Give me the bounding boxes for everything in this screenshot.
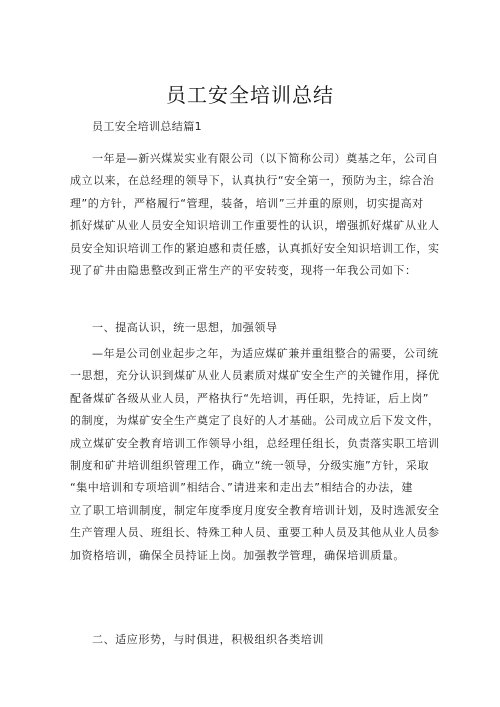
paragraph-line: 成立以来，在总经理的领导下，认真执行“安全第一，预防为主，综合治 [70, 174, 435, 188]
paragraph-line: 立了职工培训制度，制定年度季度月度安全教育培训计划，及时选派安全 [70, 503, 440, 517]
section-heading-2: 二、适应形势，与时俱进，积极组织各类培训 [92, 633, 324, 646]
paragraph-line: 的制度，为煤矿安全生产奠定了良好的人才基础。公司成立后下发文件， [70, 414, 440, 428]
paragraph-line: 抓好煤矿从业人员安全知识培训工作重要性的认识，增强抓好煤矿从业人 [70, 219, 440, 233]
paragraph-line: 现了矿井由隐患整改到正常生产的平安转变，现将一年我公司如下： [70, 264, 417, 278]
paragraph-line: “集中培训和专项培训”相结合、”请进来和走出去”相结合的办法，建 [70, 481, 413, 495]
paragraph-1 [70, 148, 440, 282]
paragraph-line: 生产管理人员、班组长、特殊工种人员、重要工种人员及其他从业人员参 [70, 526, 440, 540]
paragraph-line: 成立煤矿安全教育培训工作领导小组，总经理任组长，负责落实职工培训 [70, 436, 440, 450]
paragraph-line: 加资格培训，确保全员持证上岗。加强教学管理，确保培训质量。 [70, 548, 405, 562]
paragraph-2 [70, 343, 440, 567]
paragraph-line: —年是公司创业起步之年，为适应煤矿兼并重组整合的需要，公司统 [92, 347, 439, 360]
paragraph-line: 配备煤矿各级从业人员，严格执行“先培训，再任职，先持证，后上岗” [70, 391, 429, 405]
paragraph-line: 一年是—新兴煤炭实业有限公司（以下简称公司）奠基之年，公司自 [92, 152, 439, 165]
paragraph-line: 制度和矿井培训组织管理工作，确立“统一领导，分级实施”方针，采取 [70, 459, 429, 473]
section-heading-1: 一、提高认识，统一思想，加强领导 [92, 321, 278, 334]
document-title: 员工安全培训总结 [166, 83, 334, 107]
paragraph-line: 一思想，充分认识到煤矿从业人员素质对煤矿安全生产的关键作用，择优 [70, 369, 440, 383]
paragraph-line: 理”的方针，严格履行“管理，装备，培训”三并重的原则，切实提高对 [70, 196, 424, 210]
paragraph-line: 员安全知识培训工作的紧迫感和责任感，认真抓好安全知识培训工作，实 [70, 241, 440, 255]
document-subtitle: 员工安全培训总结篇1 [92, 120, 202, 133]
